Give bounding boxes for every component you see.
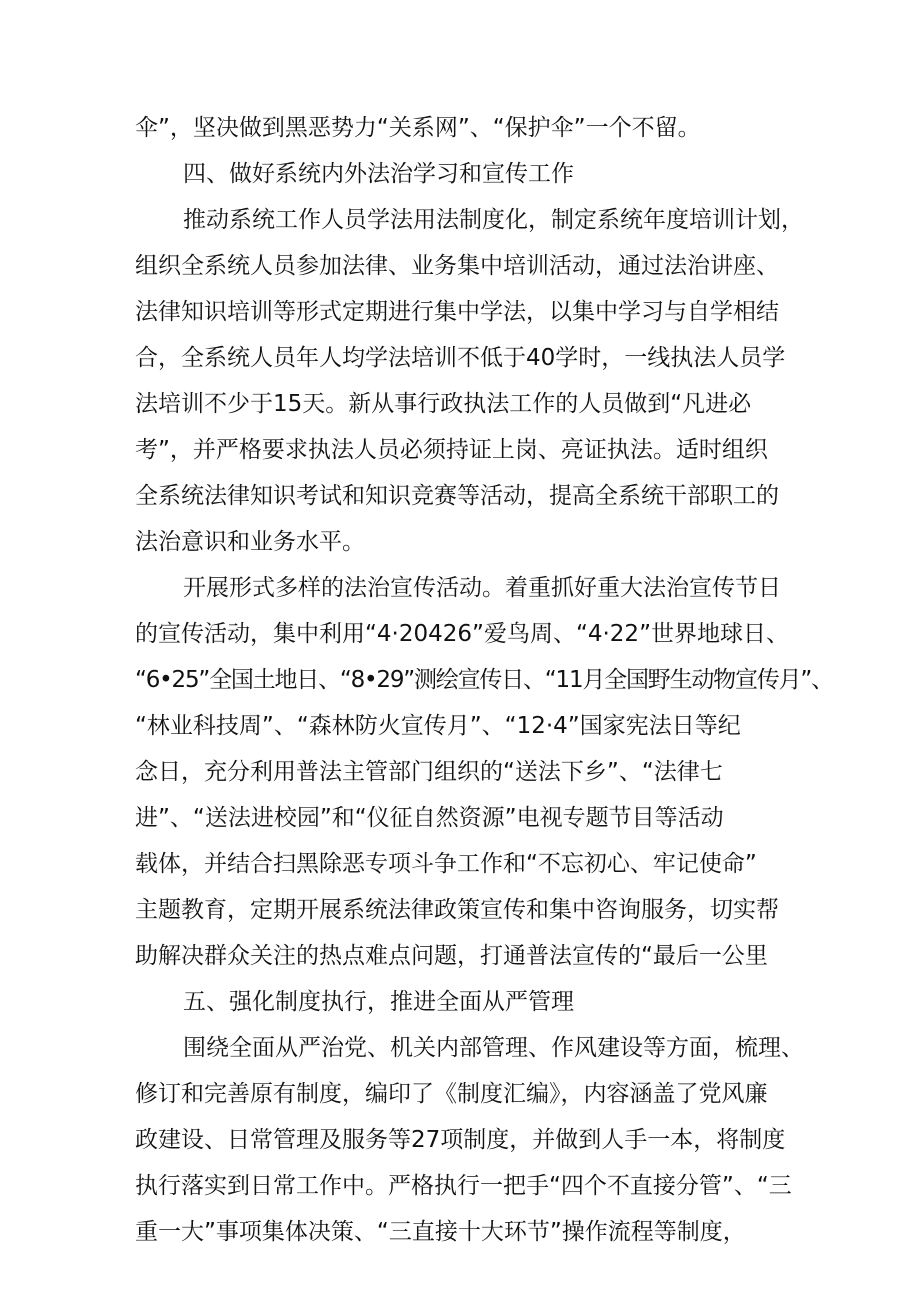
paragraph-line: “林业科技周”、“森林防火宣传月”、“12·4”国家宪法日等纪 bbox=[135, 713, 741, 739]
paragraph-line: 念日，充分利用普法主管部门组织的“送法下乡”、“法律七 bbox=[135, 759, 723, 785]
paragraph-line: 载体，并结合扫黑除恶专项斗争工作和“不忘初心、牢记使命” bbox=[135, 851, 757, 877]
text-line-1: 伞”，坚决做到黑恶势力“关系网”、“保护伞”一个不留。 bbox=[135, 115, 701, 141]
section-heading-5: 五、强化制度执行，推进全面从严管理 bbox=[183, 989, 574, 1015]
paragraph-line: 政建设、日常管理及服务等27项制度，并做到人手一本，将制度 bbox=[135, 1127, 786, 1153]
paragraph-line: 执行落实到日常工作中。严格执行一把手“四个不直接分管”、“三 bbox=[135, 1173, 792, 1199]
paragraph-line: 考”，并严格要求执法人员必须持证上岗、亮证执法。适时组织 bbox=[135, 437, 768, 463]
paragraph-line: 主题教育，定期开展系统法律政策宣传和集中咨询服务，切实帮 bbox=[135, 897, 779, 923]
section-heading-4: 四、做好系统内外法治学习和宣传工作 bbox=[183, 161, 574, 187]
paragraph-line: 全系统法律知识考试和知识竞赛等活动，提高全系统干部职工的 bbox=[135, 483, 779, 509]
paragraph-line: 进”、“送法进校园”和“仪征自然资源”电视专题节目等活动 bbox=[135, 805, 724, 831]
paragraph-line: 推动系统工作人员学法用法制度化，制定系统年度培训计划， bbox=[183, 207, 804, 233]
paragraph-line: 法律知识培训等形式定期进行集中学法，以集中学习与自学相结 bbox=[135, 299, 779, 325]
paragraph-line: 助解决群众关注的热点难点问题，打通普法宣传的“最后一公里 bbox=[135, 943, 768, 969]
paragraph-line: 的宣传活动，集中利用“4·20426”爱鸟周、“4·22”世界地球日、 bbox=[135, 621, 789, 647]
paragraph-line: 合，全系统人员年人均学法培训不低于40学时，一线执法人员学 bbox=[135, 345, 786, 371]
paragraph-line: 法培训不少于15天。新从事行政执法工作的人员做到“凡进必 bbox=[135, 391, 752, 417]
paragraph-line: 开展形式多样的法治宣传活动。着重抓好重大法治宣传节日 bbox=[183, 575, 781, 601]
paragraph-line: “6•25”全国土地日、“8•29”测绘宣传日、“11月全国野生动物宣传月”、 bbox=[135, 667, 833, 693]
paragraph-line: 围绕全面从严治党、机关内部管理、作风建设等方面，梳理、 bbox=[183, 1035, 804, 1061]
paragraph-line: 法治意识和业务水平。 bbox=[135, 529, 365, 555]
paragraph-line: 重一大”事项集体决策、“三直接十大环节”操作流程等制度， bbox=[135, 1219, 746, 1245]
paragraph-line: 组织全系统人员参加法律、业务集中培训活动，通过法治讲座、 bbox=[135, 253, 779, 279]
paragraph-line: 修订和完善原有制度，编印了《制度汇编》，内容涵盖了党风廉 bbox=[135, 1081, 768, 1107]
